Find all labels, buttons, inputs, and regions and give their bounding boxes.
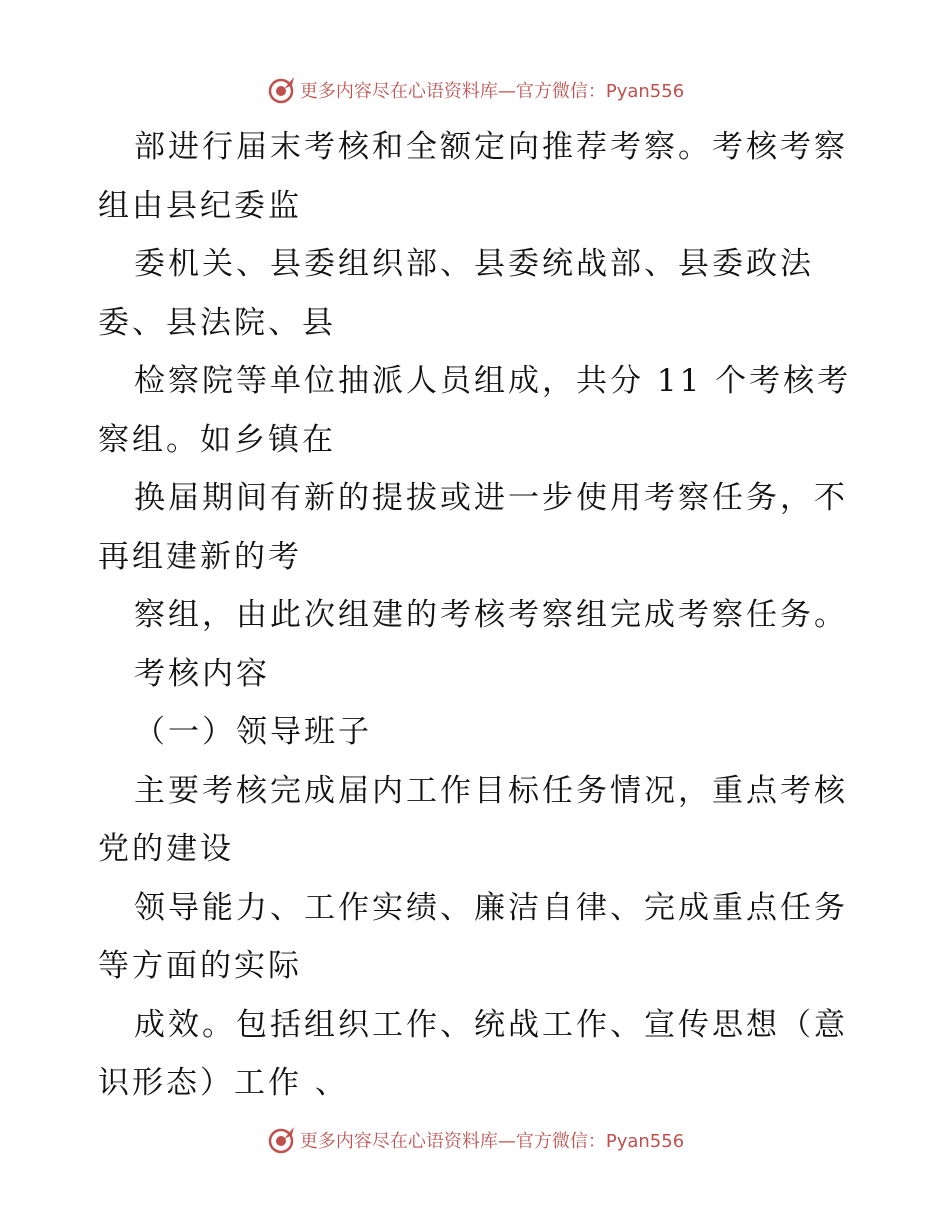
paragraph-line: 成效。包括组织工作、统战工作、宣传思想（意	[134, 1006, 848, 1043]
paragraph-line: 委、县法院、县	[98, 304, 336, 341]
page-header-banner	[0, 70, 950, 110]
paragraph-line: 换届期间有新的提拔或进一步使用考察任务，不	[134, 480, 848, 516]
header-banner-text: 更多内容尽在心语资料库—官方微信：Pyan556	[299, 81, 685, 102]
paragraph-line: 再组建新的考	[98, 538, 302, 575]
paragraph-line: 识形态）工作 、	[98, 1065, 349, 1101]
paragraph-line: 等方面的实际	[98, 948, 302, 984]
paragraph-line: 党的建设	[98, 831, 234, 867]
quill-seal-icon	[266, 1125, 296, 1155]
paragraph-line: 察组，由此次组建的考核考察组完成考察任务。	[134, 597, 848, 633]
document-body	[98, 118, 858, 1113]
paragraph-line: 组由县纪委监	[98, 187, 302, 224]
page-footer-banner	[0, 1120, 950, 1160]
footer-banner-text: 更多内容尽在心语资料库—官方微信：Pyan556	[299, 1131, 685, 1152]
subsection-heading: （一）领导班子	[134, 714, 372, 750]
paragraph-line: 检察院等单位抽派人员组成，共分 11 个考核考	[134, 363, 852, 399]
paragraph-line: 察组。如乡镇在	[98, 421, 336, 458]
quill-seal-icon	[266, 75, 296, 105]
paragraph-line: 领导能力、工作实绩、廉洁自律、完成重点任务	[134, 889, 848, 926]
paragraph-line: 主要考核完成届内工作目标任务情况，重点考核	[134, 772, 848, 809]
paragraph-line: 委机关、县委组织部、县委统战部、县委政法	[134, 246, 814, 282]
section-heading: 考核内容	[134, 655, 270, 692]
paragraph-line: 部进行届末考核和全额定向推荐考察。考核考察	[134, 129, 848, 165]
